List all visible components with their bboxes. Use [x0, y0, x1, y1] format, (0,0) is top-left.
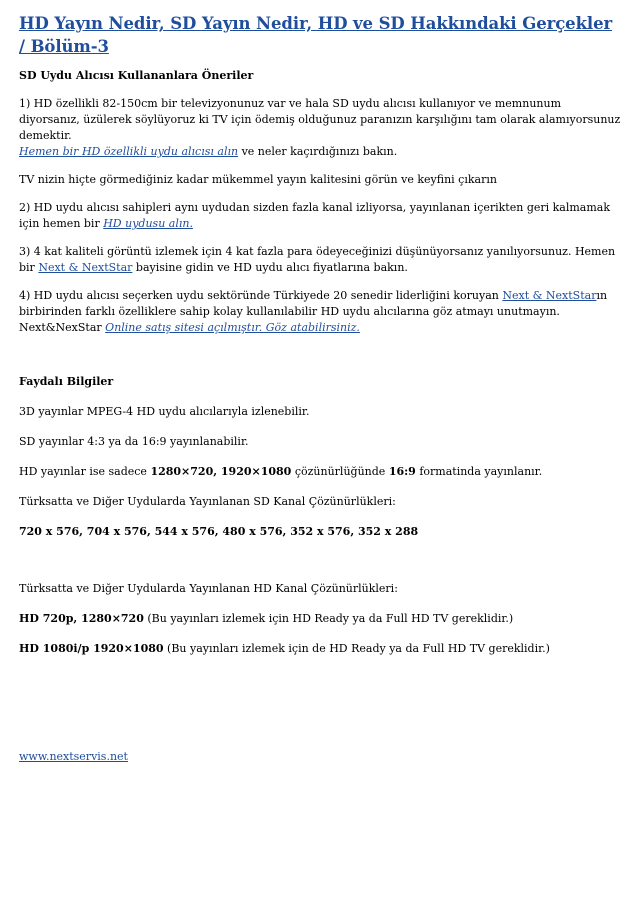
tv-quality-line: TV nizin hiçte görmediğiniz kadar mükemmel yayın kalitesini görün ve keyfini çıkarın: [19, 173, 497, 186]
tip-3-after: bayisine gidin ve HD uydu alıcı fiyatlarına bakın.: [135, 261, 408, 274]
tip-1: [19, 96, 621, 160]
fact-3d: 3D yayınlar MPEG-4 HD uydu alıcılarıyla izlenebilir.: [19, 405, 310, 418]
footer-site-link[interactable]: www.nextservis.net: [19, 750, 128, 763]
tip-2: [19, 200, 621, 232]
hd-1080-note: (Bu yayınları izlemek için de HD Ready ya da Full HD TV gereklidir.): [167, 642, 550, 655]
tip-3: [19, 244, 621, 276]
sd-resolutions-list: 720 x 576, 704 x 576, 544 x 576, 480 x 576, 352 x 576, 352 x 288: [19, 525, 419, 538]
hd-satellite-link[interactable]: HD uydusu alın.: [103, 217, 193, 230]
tip-1-text: 1) HD özellikli 82-150cm bir televizyonunuz var ve hala SD uydu alıcısı kullanıyor ve memnunum diyorsanız, üzülerek söylüyoruz ki TV için ödemiş olduğunuz paranızın karşılığını tam olarak alamıyorsunuz demektir.: [19, 97, 621, 142]
tip-2-text: 2) HD uydu alıcısı sahipleri aynı uydudan sizden fazla kanal izliyorsa, yayınlanan içerikten geri kalmamak için hemen bir: [19, 201, 611, 230]
tip-3-text: 3) 4 kat kaliteli görüntü izlemek için 4 kat fazla para ödeyeceğinizi düşünüyorsanız yanılıyorsunuz. Hemen bir: [19, 245, 616, 274]
next-nextstar-link-dealer[interactable]: Next & NextStar: [38, 261, 133, 274]
hd-720p-bold: HD 720p, 1280×720: [19, 612, 144, 625]
fact-hd-pre: HD yayınlar ise sadece: [19, 465, 147, 478]
sd-resolutions-heading: Türksatta ve Diğer Uydularda Yayınlanan SD Kanal Çözünürlükleri:: [19, 495, 396, 508]
fact-sd-aspect: SD yayınlar 4:3 ya da 16:9 yayınlanabilir.: [19, 435, 249, 448]
fact-hd-ratio: 16:9: [388, 465, 416, 478]
fact-hd-mid: çözünürlüğünde: [294, 465, 386, 478]
tip-1-after: ve neler kaçırdığınızı bakın.: [241, 145, 398, 158]
fact-hd-resolution: [19, 464, 621, 480]
online-shop-link[interactable]: Online satış sitesi açılmıştır. Göz atabilirsiniz.: [105, 321, 360, 334]
page-title: HD Yayın Nedir, SD Yayın Nedir, HD ve SD Hakkındaki Gerçekler / Bölüm-3: [19, 14, 613, 56]
hd-720p-note: (Bu yayınları izlemek için HD Ready ya da Full HD TV gereklidir.): [147, 612, 514, 625]
section-heading-sd-tips: SD Uydu Alıcısı Kullananlara Öneriler: [19, 69, 254, 82]
hd-resolutions-heading: Türksatta ve Diğer Uydularda Yayınlanan HD Kanal Çözünürlükleri:: [19, 582, 398, 595]
section-heading-useful-info: Faydalı Bilgiler: [19, 375, 114, 388]
fact-hd-post: formatinda yayınlanır.: [419, 465, 543, 478]
hd-1080-bold: HD 1080i/p 1920×1080: [19, 642, 164, 655]
next-nextstar-link-brand[interactable]: Next & NextStar: [502, 289, 597, 302]
tip-4-text: 4) HD uydu alıcısı seçerken uydu sektöründe Türkiyede 20 senedir liderliğini koruyan: [19, 289, 499, 302]
fact-hd-res: 1280×720, 1920×1080: [150, 465, 292, 478]
hd-1080-line: [19, 641, 621, 657]
tip-4-after: ın birbirinden farklı özelliklere sahip kolay kullanılabilir HD uydu alıcılarına göz atmayı unutmayın.: [19, 289, 608, 318]
footer: [19, 749, 621, 765]
document-page: [19, 12, 621, 765]
buy-hd-receiver-link[interactable]: Hemen bir HD özellikli uydu alıcısı alın: [19, 145, 239, 158]
tip-4: [19, 288, 621, 336]
hd-720p-line: [19, 611, 621, 627]
tip-4-prefix: Next&NexStar: [19, 321, 102, 334]
